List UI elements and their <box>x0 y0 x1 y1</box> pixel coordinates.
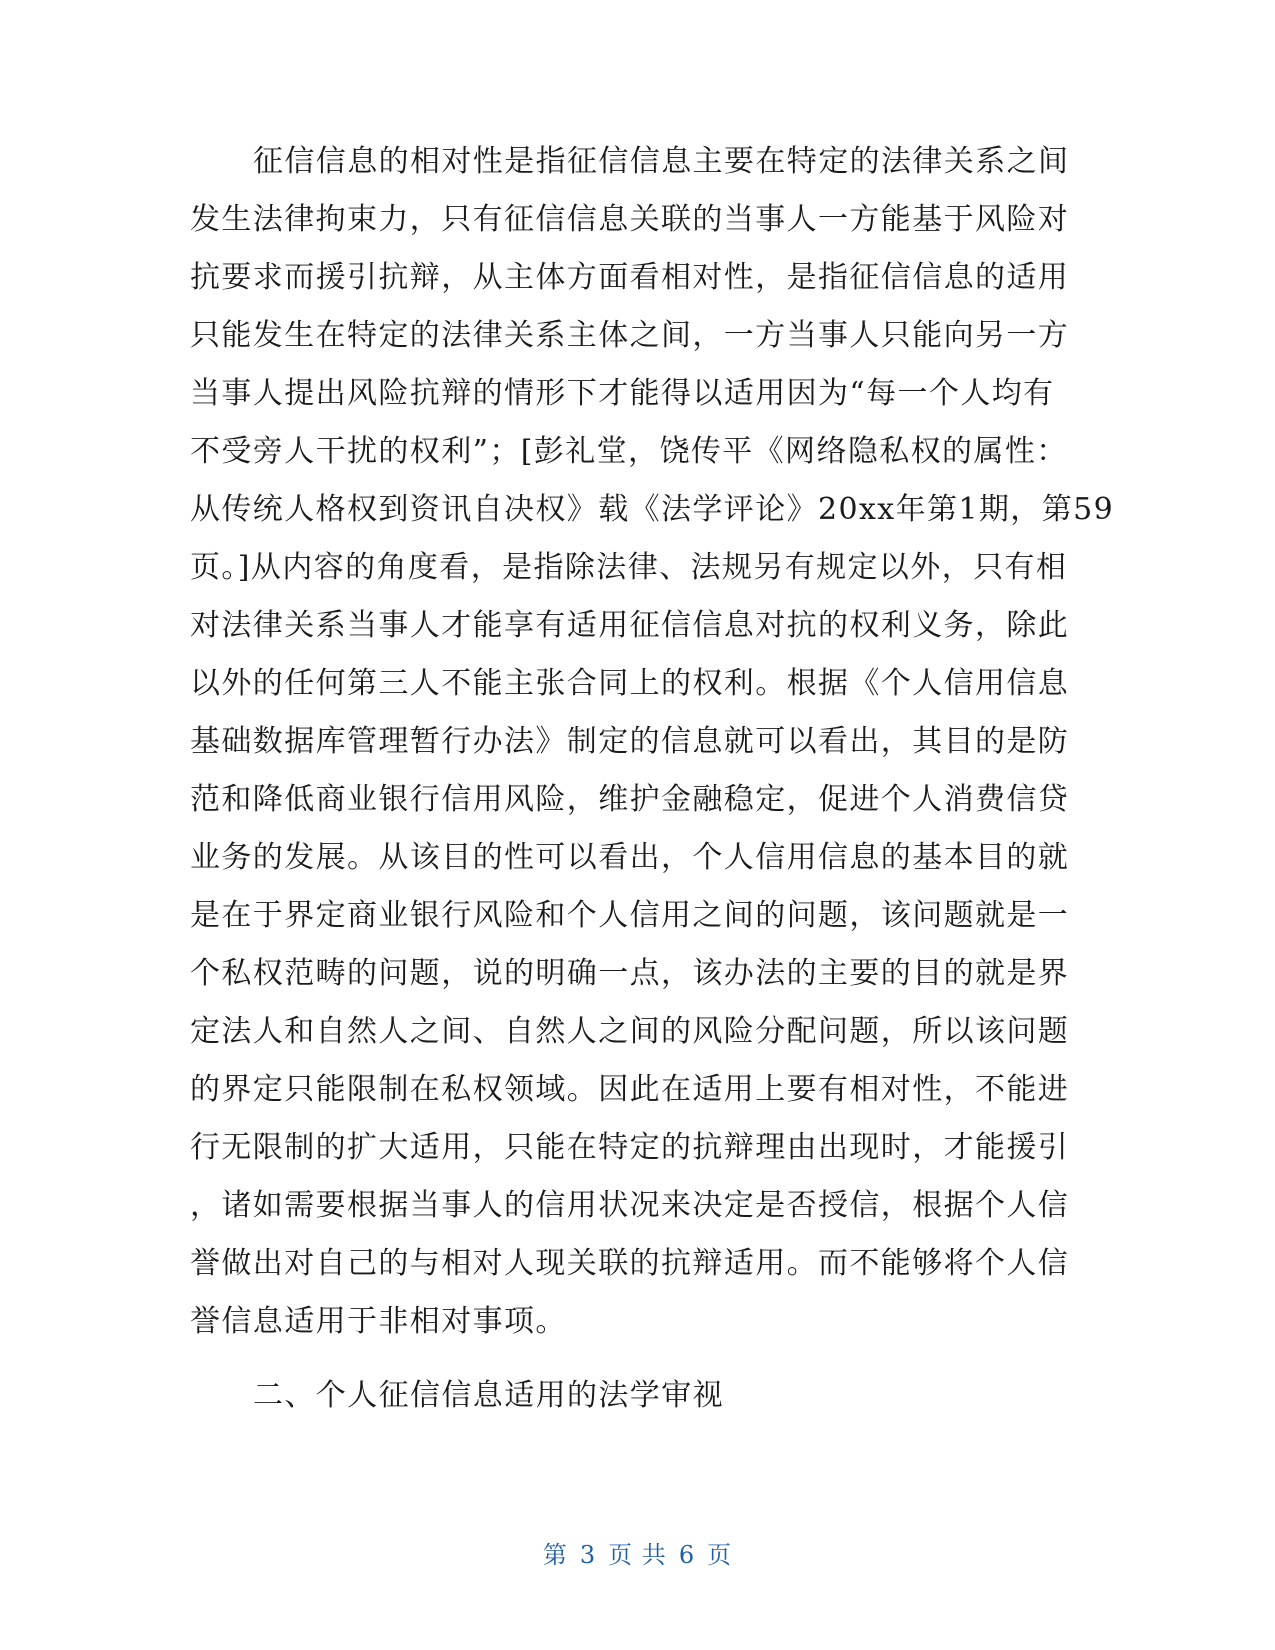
paragraph-line: 范和降低商业银行信用风险，维护金融稳定，促进个人消费信贷 <box>190 782 1070 817</box>
paragraph-line: 对法律关系当事人才能享有适用征信信息对抗的权利义务，除此 <box>190 608 1070 643</box>
paragraph-line: 基础数据库管理暂行办法》制定的信息就可以看出，其目的是防 <box>190 724 1070 759</box>
paragraph-line: 不受旁人干扰的权利”；[彭礼堂，饶传平《网络隐私权的属性： <box>190 434 1068 469</box>
paragraph-line: 业务的发展。从该目的性可以看出，个人信用信息的基本目的就 <box>190 840 1070 875</box>
footer-middle: 页 共 <box>608 1541 667 1569</box>
paragraph-line: 定法人和自然人之间、自然人之间的风险分配问题，所以该问题 <box>190 1014 1070 1049</box>
paragraph-line: 页。]从内容的角度看，是指除法律、法规另有规定以外，只有相 <box>190 550 1068 585</box>
footer-prefix: 第 <box>542 1541 568 1569</box>
footer-suffix: 页 <box>707 1541 733 1569</box>
current-page-number: 3 <box>579 1541 597 1569</box>
paragraph-line: 发生法律拘束力，只有征信信息关联的当事人一方能基于风险对 <box>190 202 1070 237</box>
paragraph-line: 誉做出对自己的与相对人现关联的抗辩适用。而不能够将个人信 <box>190 1246 1070 1281</box>
paragraph-line: ，诸如需要根据当事人的信用状况来决定是否授信，根据个人信 <box>190 1188 1070 1223</box>
paragraph-line: 抗要求而援引抗辩，从主体方面看相对性，是指征信信息的适用 <box>190 260 1070 295</box>
paragraph-line: 征信信息的相对性是指征信信息主要在特定的法律关系之间 <box>253 144 1070 179</box>
paragraph-line: 是在于界定商业银行风险和个人信用之间的问题，该问题就是一 <box>190 898 1070 933</box>
paragraph-line: 当事人提出风险抗辩的情形下才能得以适用因为“每一个人均有 <box>190 376 1055 411</box>
page-number-footer <box>0 1540 1275 1570</box>
paragraph-line: 只能发生在特定的法律关系主体之间，一方当事人只能向另一方 <box>190 318 1070 353</box>
paragraph-line: 誉信息适用于非相对事项。 <box>190 1304 567 1339</box>
paragraph-line: 以外的任何第三人不能主张合同上的权利。根据《个人信用信息 <box>190 666 1070 701</box>
section-heading: 二、个人征信信息适用的法学审视 <box>253 1378 724 1413</box>
paragraph-line: 个私权范畴的问题，说的明确一点，该办法的主要的目的就是界 <box>190 956 1070 991</box>
paragraph-line: 行无限制的扩大适用，只能在特定的抗辩理由出现时，才能援引 <box>190 1130 1070 1165</box>
paragraph-line: 从传统人格权到资讯自决权》载《法学评论》20xx年第1期，第59 <box>190 492 1115 527</box>
total-page-count: 6 <box>678 1541 696 1569</box>
paragraph-line: 的界定只能限制在私权领域。因此在适用上要有相对性，不能进 <box>190 1072 1070 1107</box>
